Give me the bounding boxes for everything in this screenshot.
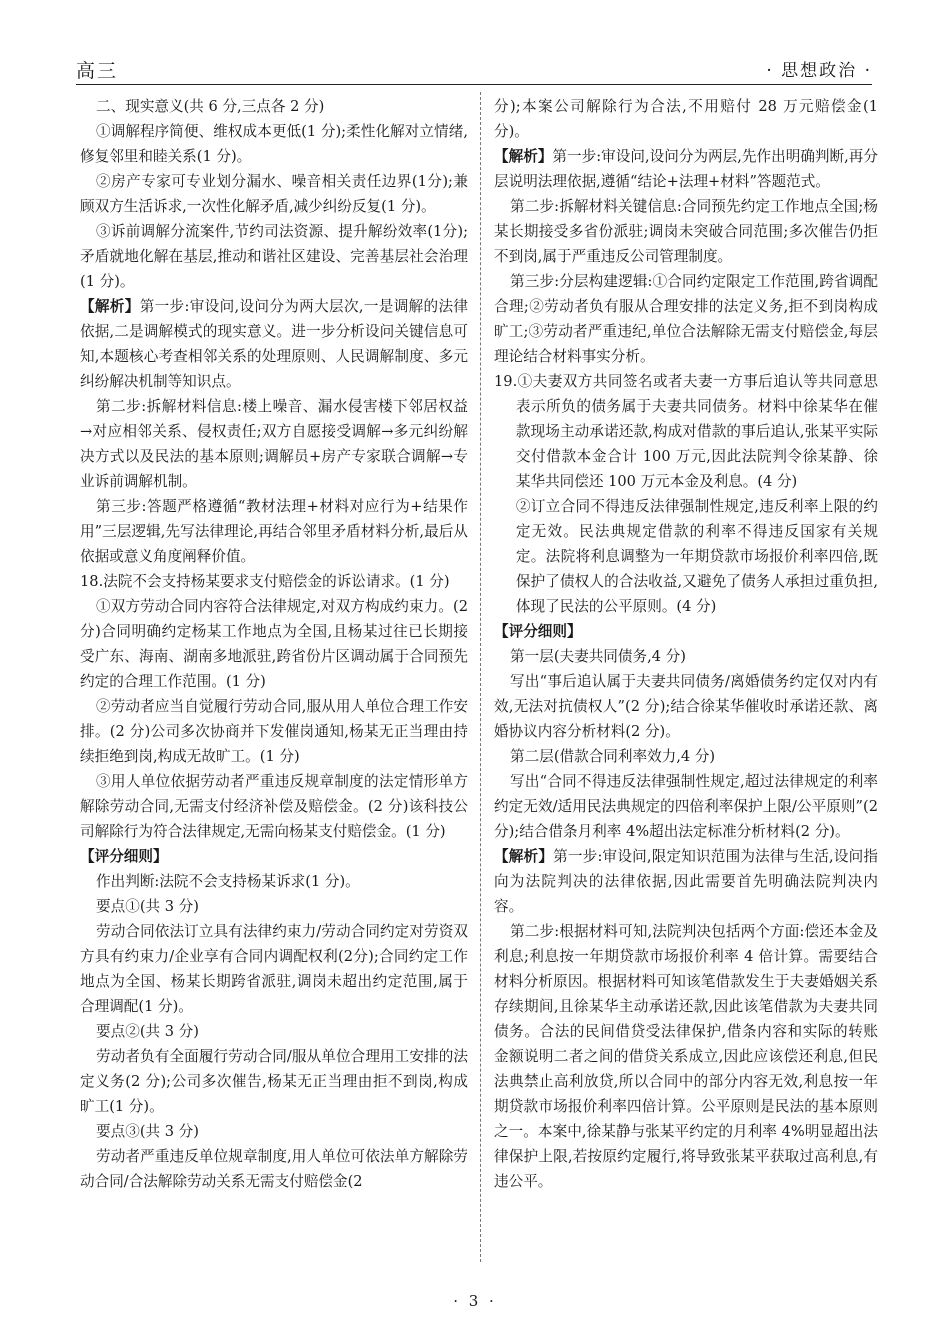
section-tag: 【解析】 [80, 298, 140, 315]
paragraph [494, 644, 878, 669]
paragraph-text: 第二层(借款合同利率效力,4 分) [510, 748, 716, 765]
paragraph [80, 1119, 468, 1144]
paragraph-text: 劳动者严重违反单位规章制度,用人单位可依法单方解除劳动合同/合法解除劳动关系无需支付赔偿金(2 [80, 1148, 468, 1190]
paragraph [80, 594, 468, 694]
page-header [76, 56, 872, 84]
paragraph [80, 394, 468, 494]
paragraph-text: 分);本案公司解除行为合法,不用赔付 28 万元赔偿金(1 分)。 [494, 98, 878, 140]
paragraph-text: 第三步:答题严格遵循“教材法理+材料对应行为+结果作用”三层逻辑,先写法律理论,再结合邻里矛盾材料分析,最后从依据或意义角度阐释价值。 [80, 498, 468, 565]
grade-label: 高三 [76, 60, 119, 82]
paragraph [494, 94, 878, 144]
paragraph-text: ①调解程序简便、维权成本更低(1 分);柔性化解对立情绪,修复邻里和睦关系(1 分)。 [80, 123, 468, 165]
paragraph [494, 369, 878, 494]
paragraph-text: 二、现实意义(共 6 分,三点各 2 分) [96, 98, 325, 115]
paragraph-text: 要点③(共 3 分) [96, 1123, 199, 1140]
paragraph-text: ②订立合同不得违反法律强制性规定,违反利率上限的约定无效。民法典规定借款的利率不得违反国家有关规定。法院将利息调整为一年期贷款市场报价利率四倍,既保护了债权人的合法收益,又避免了债务人承担过重负担,体现了民法的公平原则。(4 分) [515, 498, 878, 615]
paragraph [80, 94, 468, 119]
paragraph-text: 第三步:分层构建逻辑:①合同约定限定工作范围,跨省调配合理;②劳动者负有服从合理安排的法定义务,拒不到岗构成旷工;③劳动者严重违纪,单位合法解除无需支付赔偿金,每层理论结合材料事实分析。 [494, 273, 878, 365]
paragraph-text: ③诉前调解分流案件,节约司法资源、提升解纷效率(1分);矛盾就地化解在基层,推动和谐社区建设、完善基层社会治理(1 分)。 [80, 223, 468, 290]
paragraph [494, 844, 878, 919]
section-tag: 【评分细则】 [494, 623, 582, 640]
subject-label: · 思想政治 · [766, 61, 872, 81]
paragraph [80, 1019, 468, 1044]
paragraph-text: 要点②(共 3 分) [96, 1023, 199, 1040]
paragraph [494, 769, 878, 844]
paragraph-text: 第一步:审设问,设问分为两层,先作出明确判断,再分层说明法理依据,遵循“结论+法理+材料”答题范式。 [494, 148, 878, 190]
paragraph-text: 18.法院不会支持杨某要求支付赔偿金的诉讼请求。(1 分) [80, 573, 450, 590]
paragraph-text: ③用人单位依据劳动者严重违反规章制度的法定情形单方解除劳动合同,无需支付经济补偿及赔偿金。(2 分)该科技公司解除行为符合法律规定,无需向杨某支付赔偿金。(1 分) [80, 773, 468, 840]
column-divider [480, 92, 481, 1262]
paragraph-text: 写出“事后追认属于夫妻共同债务/离婚债务约定仅对内有效,无法对抗债权人”(2 分);结合徐某华催收时承诺还款、离婚协议内容分析材料(2 分)。 [494, 673, 878, 740]
paragraph [80, 694, 468, 769]
left-column [80, 94, 468, 1194]
paragraph [80, 169, 468, 219]
paragraph [494, 669, 878, 744]
paragraph [80, 1044, 468, 1119]
paragraph-text: 第二步:拆解材料关键信息:合同预先约定工作地点全国;杨某长期接受多省份派驻;调岗未突破合同范围;多次催告仍拒不到岗,属于严重违反公司管理制度。 [494, 198, 878, 265]
paragraph [494, 619, 878, 644]
paragraph-text: 作出判断:法院不会支持杨某诉求(1 分)。 [96, 873, 360, 890]
paragraph [494, 919, 878, 1194]
paragraph [80, 919, 468, 1019]
paragraph-text: ②房产专家可专业划分漏水、噪音相关责任边界(1分);兼顾双方生活诉求,一次性化解矛盾,减少纠纷反复(1 分)。 [80, 173, 468, 215]
paragraph [80, 219, 468, 294]
paragraph [80, 1144, 468, 1194]
paragraph-text: 要点①(共 3 分) [96, 898, 199, 915]
paragraph [80, 569, 468, 594]
paragraph-text: 第一层(夫妻共同债务,4 分) [510, 648, 686, 665]
paragraph-text: 19.①夫妻双方共同签名或者夫妻一方事后追认等共同意思表示所负的债务属于夫妻共同债务。材料中徐某华在催款现场主动承诺还款,构成对借款的事后追认,张某平实际交付借款本金合计 100 万元,因此法院判令徐某静、徐某华共同偿还 100 万元本金及利息。(4 分) [494, 373, 878, 490]
paragraph [80, 844, 468, 869]
paragraph-text: 劳动者负有全面履行劳动合同/服从单位合理用工安排的法定义务(2 分);公司多次催告,杨某无正当理由拒不到岗,构成旷工(1 分)。 [80, 1048, 468, 1115]
paragraph [80, 494, 468, 569]
paragraph [80, 769, 468, 844]
paragraph [80, 894, 468, 919]
paragraph [494, 744, 878, 769]
page-number: · 3 · [453, 1292, 497, 1310]
paragraph-text: 写出“合同不得违反法律强制性规定,超过法律规定的利率约定无效/适用民法典规定的四倍利率保护上限/公平原则”(2 分);结合借条月利率 4%超出法定标准分析材料(2 分)。 [494, 773, 878, 840]
header-divider [76, 84, 872, 85]
section-tag: 【评分细则】 [80, 848, 168, 865]
paragraph [494, 269, 878, 369]
paragraph-text: ②劳动者应当自觉履行劳动合同,服从用人单位合理工作安排。(2 分)公司多次协商并下发催岗通知,杨某无正当理由持续拒绝到岗,构成无故旷工。(1 分) [80, 698, 468, 765]
section-tag: 【解析】 [494, 148, 553, 165]
paragraph-text: 第一步:审设问,设问分为两大层次,一是调解的法律依据,二是调解模式的现实意义。进一步分析设问关键信息可知,本题核心考查相邻关系的处理原则、人民调解制度、多元纠纷解决机制等知识点。 [80, 298, 468, 390]
right-column [494, 94, 878, 1194]
paragraph [494, 144, 878, 194]
paragraph [494, 194, 878, 269]
paragraph [80, 119, 468, 169]
paragraph-text: 第二步:拆解材料信息:楼上噪音、漏水侵害楼下邻居权益→对应相邻关系、侵权责任;双方自愿接受调解→多元纠纷解决方式以及民法的基本原则;调解员+房产专家联合调解→专业诉前调解机制。 [80, 398, 468, 490]
paragraph-text: 第一步:审设问,限定知识范围为法律与生活,设问指向为法院判决的法律依据,因此需要首先明确法院判决内容。 [494, 848, 878, 915]
paragraph [494, 494, 878, 619]
paragraph [80, 869, 468, 894]
paragraph-text: ①双方劳动合同内容符合法律规定,对双方构成约束力。(2 分)合同明确约定杨某工作地点为全国,且杨某过往已长期接受广东、海南、湖南多地派驻,跨省份片区调动属于合同预先约定的合理工作范围。(1 分) [80, 598, 468, 690]
paragraph [80, 294, 468, 394]
paragraph-text: 第二步:根据材料可知,法院判决包括两个方面:偿还本金及利息;利息按一年期贷款市场报价利率 4 倍计算。需要结合材料分析原因。根据材料可知该笔借款发生于夫妻婚姻关系存续期间,且徐某华主动承诺还款,因此该笔借款为夫妻共同债务。合法的民间借贷受法律保护,借条内容和实际的转账金额说明二者之间的借贷关系成立,因此应该偿还利息,但民法典禁止高利放贷,所以合同中的部分内容无效,利息按一年期贷款市场报价利率四倍计算。公平原则是民法的基本原则之一。本案中,徐某静与张某平约定的月利率 4%明显超出法律保护上限,若按原约定履行,将导致张某平获取过高利息,有违公平。 [494, 923, 878, 1190]
paragraph-text: 劳动合同依法订立具有法律约束力/劳动合同约定对劳资双方具有约束力/企业享有合同内调配权利(2分);合同约定工作地点为全国、杨某长期跨省派驻,调岗未超出约定范围,属于合理调配(1 分)。 [80, 923, 468, 1015]
section-tag: 【解析】 [494, 848, 554, 865]
